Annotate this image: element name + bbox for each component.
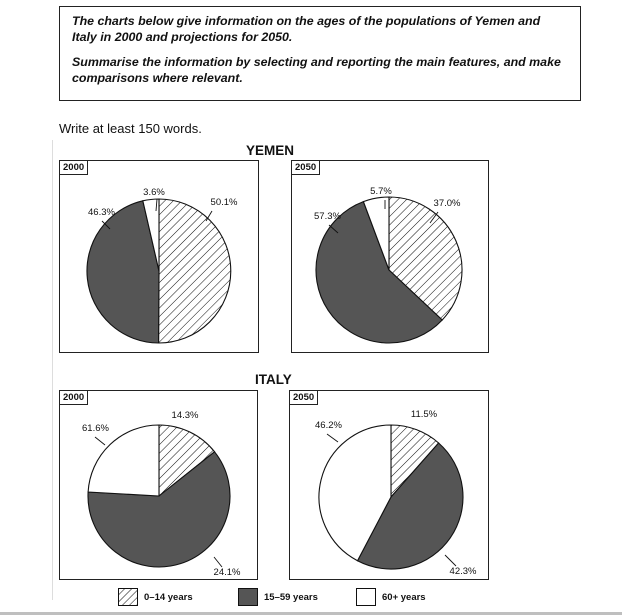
data-label-0-14-years: 11.5% — [410, 409, 438, 420]
pie-svg — [292, 161, 490, 354]
prompt-paragraph-1: The charts below give information on the ages of the populations of Yemen and Italy in 2000 and projections for 2050. — [72, 14, 541, 44]
year-label: 2000 — [60, 161, 88, 175]
chart-legend — [0, 588, 622, 610]
data-label-60-plus-years: 42.3% — [449, 566, 477, 577]
leader-line — [214, 557, 222, 567]
pie-chart-yemen-2050 — [291, 160, 489, 353]
legend-label: 60+ years — [382, 592, 426, 603]
pie-chart-italy-2050 — [289, 390, 489, 580]
slice-0-14-years — [159, 199, 231, 343]
leader-line — [327, 434, 338, 442]
year-label: 2000 — [60, 391, 88, 405]
task-prompt-box — [59, 6, 581, 101]
hatched-swatch-icon — [118, 588, 138, 606]
word-count-instruction: Write at least 150 words. — [59, 121, 202, 136]
yemen-title: YEMEN — [246, 143, 295, 158]
legend-label: 15–59 years — [264, 592, 318, 603]
pie-svg — [290, 391, 490, 581]
pie-svg — [60, 161, 260, 354]
leader-line — [95, 437, 105, 445]
data-label-60-plus-years: 3.6% — [143, 187, 165, 198]
data-label-60-plus-years: 5.7% — [370, 186, 392, 197]
pie-svg — [60, 391, 259, 581]
data-label-60-plus-years: 24.1% — [213, 567, 241, 578]
data-label-0-14-years: 50.1% — [210, 197, 238, 208]
leader-line — [445, 555, 456, 566]
prompt-paragraph-2: Summarise the information by selecting and reporting the main features, and make comparisons where relevant. — [72, 55, 561, 85]
data-label-0-14-years: 37.0% — [433, 198, 461, 209]
data-label-15-59-years: 57.3% — [314, 211, 341, 222]
year-label: 2050 — [290, 391, 318, 405]
data-label-0-14-years: 14.3% — [171, 410, 199, 421]
dark-swatch-icon — [238, 588, 258, 606]
italy-title: ITALY — [255, 372, 292, 387]
scan-edge-divider — [52, 140, 53, 600]
data-label-15-59-years: 46.2% — [315, 420, 342, 431]
year-label: 2050 — [292, 161, 320, 175]
data-label-15-59-years: 46.3% — [88, 207, 115, 218]
pie-chart-yemen-2000 — [59, 160, 259, 353]
legend-label: 0–14 years — [144, 592, 193, 603]
data-label-15-59-years: 61.6% — [82, 423, 109, 434]
slice-60-plus-years — [88, 425, 159, 496]
pie-chart-italy-2000 — [59, 390, 258, 580]
white-swatch-icon — [356, 588, 376, 606]
